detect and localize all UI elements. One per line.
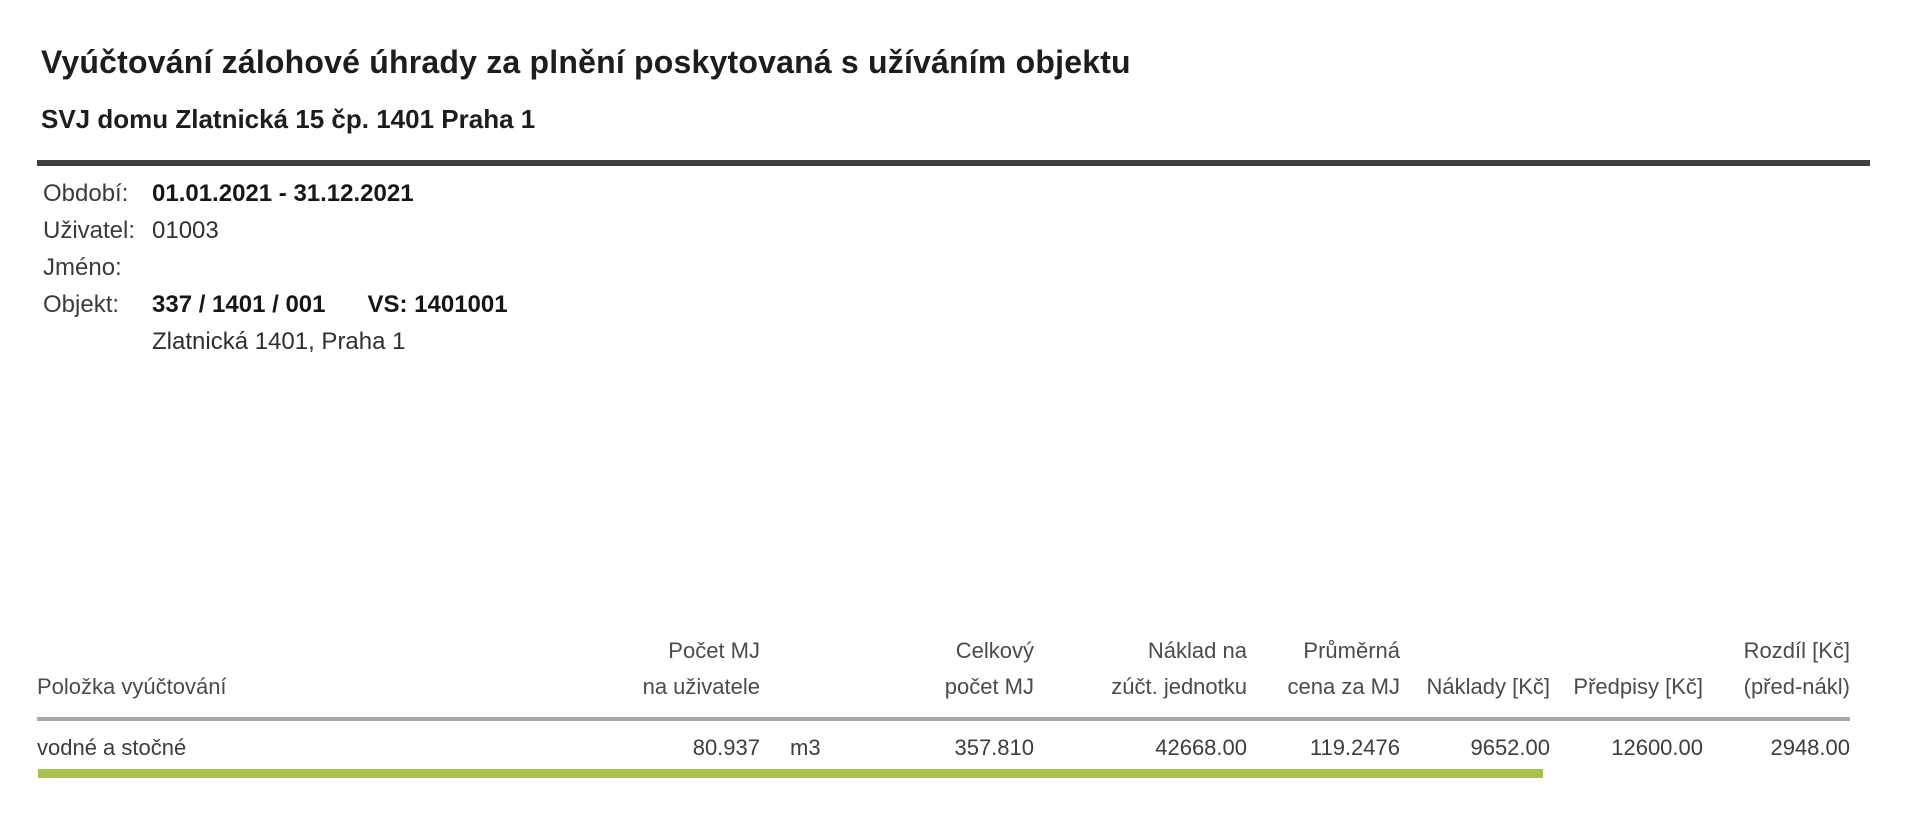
cell-avg-price: 119.2476: [1309, 735, 1400, 760]
cell-costs: 9652.00: [1470, 735, 1550, 760]
page-title: Vyúčtování zálohové úhrady za plnění poskytovaná s užíváním objektu: [41, 44, 1131, 80]
info-row-object: [43, 290, 508, 327]
header-prescriptions: [1550, 633, 1703, 719]
user-value: 01003: [152, 217, 219, 244]
header-avg-price: [1247, 633, 1400, 719]
header-cost-per-unit-line1: Náklad na: [1147, 638, 1247, 663]
header-difference-line2: (před-nákl): [1743, 674, 1850, 699]
cell-qty-total: 357.810: [954, 735, 1034, 760]
period-value: 01.01.2021 - 31.12.2021: [152, 180, 414, 207]
variable-symbol-value: VS: 1401001: [367, 291, 508, 318]
header-item: [37, 633, 637, 719]
header-qty-user-line2: na uživatele: [642, 674, 760, 699]
user-label: Uživatel:: [43, 217, 136, 244]
object-label: Objekt:: [43, 291, 120, 318]
info-row-address: [43, 327, 508, 364]
header-costs-label: Náklady [Kč]: [1426, 674, 1550, 699]
header-prescriptions-label: Předpisy [Kč]: [1573, 674, 1703, 699]
header-item-label: Položka vyúčtování: [37, 674, 227, 699]
header-avg-price-line2: cena za MJ: [1287, 674, 1400, 699]
header-difference: [1703, 633, 1850, 719]
period-label: Období:: [43, 180, 129, 207]
header-costs: [1400, 633, 1550, 719]
info-row-name: [43, 253, 508, 290]
page-subtitle: SVJ domu Zlatnická 15 čp. 1401 Praha 1: [41, 104, 536, 134]
header-avg-price-line1: Průměrná: [1303, 638, 1400, 663]
cell-unit: m3: [790, 735, 821, 760]
header-cost-per-unit-line2: zúčt. jednotku: [1111, 674, 1247, 699]
cell-difference: 2948.00: [1770, 735, 1850, 760]
title-divider-rule: [37, 160, 1870, 166]
cell-item: vodné a stočné: [37, 735, 187, 760]
green-underline-rule: [38, 769, 1543, 778]
header-unit: [760, 633, 832, 719]
header-qty-total-line2: počet MJ: [944, 674, 1034, 699]
header-difference-line1: Rozdíl [Kč]: [1743, 638, 1850, 663]
cell-prescriptions: 12600.00: [1611, 735, 1703, 760]
cell-cost-per-unit: 42668.00: [1155, 735, 1247, 760]
table-header-row: [37, 633, 1850, 719]
table-row: [37, 719, 1850, 761]
header-qty-user: [637, 633, 760, 719]
object-value: 337 / 1401 / 001: [152, 291, 326, 318]
header-qty-total-line1: Celkový: [955, 638, 1034, 663]
header-qty-user-line1: Počet MJ: [668, 638, 760, 663]
billing-table: [37, 633, 1850, 761]
cell-qty-user: 80.937: [692, 735, 760, 760]
name-label: Jméno:: [43, 254, 122, 281]
header-cost-per-unit: [1034, 633, 1247, 719]
info-block: [43, 179, 508, 364]
object-address: Zlatnická 1401, Praha 1: [152, 328, 406, 355]
header-qty-total: [832, 633, 1034, 719]
info-row-period: [43, 179, 508, 216]
info-row-user: [43, 216, 508, 253]
